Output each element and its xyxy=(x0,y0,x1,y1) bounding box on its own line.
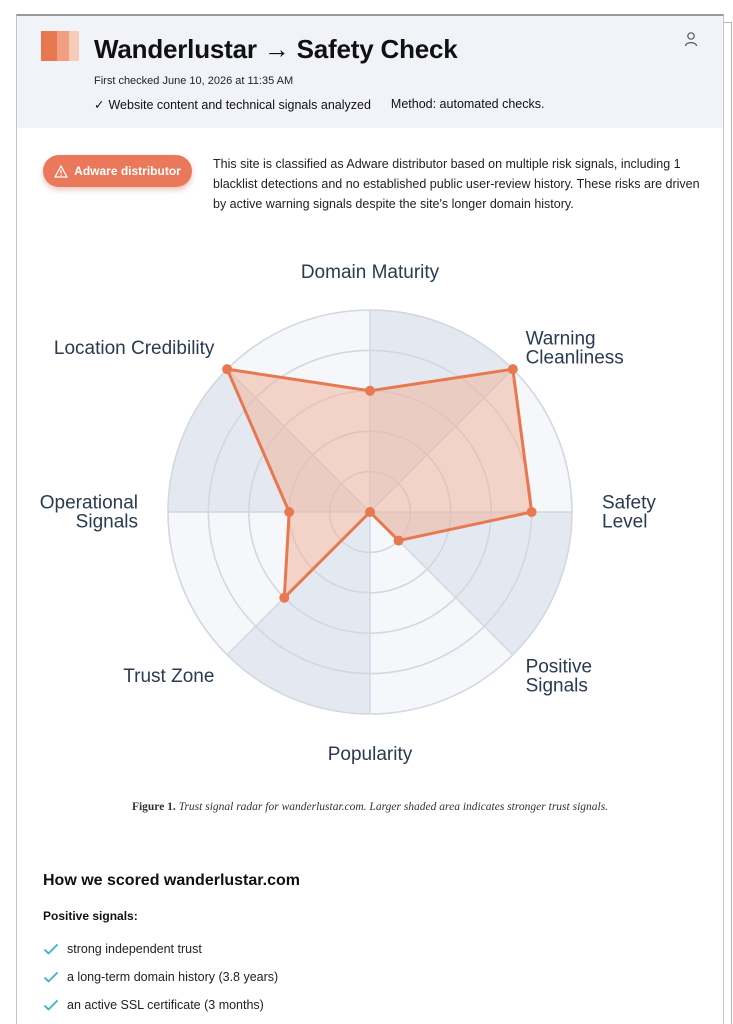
radar-axis-label: Positive Signals xyxy=(525,656,593,697)
radar-point xyxy=(527,507,537,517)
checkmark-icon xyxy=(43,971,59,983)
check-icon: ✓ xyxy=(94,98,105,112)
radar-axis-label: Trust Zone xyxy=(123,666,215,688)
radar-point xyxy=(284,507,294,517)
radar-axis-label: Warning Cleanliness xyxy=(525,328,624,369)
positive-signals-label: Positive signals: xyxy=(43,909,138,923)
radar-point xyxy=(394,536,404,546)
signal-text: a long-term domain history (3.8 years) xyxy=(67,970,279,984)
signal-text: strong independent trust xyxy=(67,942,202,956)
positive-signals-list xyxy=(43,935,278,1019)
list-item xyxy=(43,991,278,1019)
list-item xyxy=(43,963,278,991)
radar-axis-label: Popularity xyxy=(327,744,413,765)
method-note: Method: automated checks. xyxy=(390,97,545,111)
figure-caption xyxy=(17,801,723,813)
checkmark-icon xyxy=(43,999,59,1011)
risk-summary: This site is classified as Adware distributor based on multiple risk signals, including 1 blacklist detections and no established public user-review history. These risks are driven by active warning signals despite the site's longer domain history. xyxy=(213,157,700,211)
analyzed-text: Website content and technical signals analyzed xyxy=(108,98,371,112)
frame-shadow xyxy=(724,22,732,1024)
radar-point xyxy=(508,364,518,374)
first-checked-timestamp: First checked June 10, 2026 at 11:35 AM xyxy=(94,75,294,87)
trust-radar-chart xyxy=(17,246,723,786)
user-icon[interactable] xyxy=(683,31,699,49)
badge-label: Adware distributor xyxy=(74,164,181,178)
radar-axis-label: Safety Level xyxy=(602,492,656,533)
classification-badge[interactable] xyxy=(43,155,192,187)
list-item xyxy=(43,935,278,963)
radar-point xyxy=(365,386,375,396)
figure-text: Trust signal radar for wanderlustar.com. Larger shaded area indicates stronger trust signals. xyxy=(178,801,609,813)
radar-axis-label: Operational Signals xyxy=(39,492,138,533)
figure-label: Figure 1. xyxy=(131,801,176,813)
report-card xyxy=(16,14,724,1024)
site-logo xyxy=(41,31,79,61)
analysis-meta xyxy=(94,97,544,112)
radar-axis-label: Location Credibility xyxy=(53,337,215,359)
radar-axis-label: Domain Maturity xyxy=(300,262,440,283)
report-header xyxy=(17,16,723,128)
page-title: Wanderlustar → Safety Check xyxy=(94,34,458,64)
scoring-title: How we scored wanderlustar.com xyxy=(43,872,300,889)
warning-icon xyxy=(54,165,68,178)
signal-text: an active SSL certificate (3 months) xyxy=(67,998,264,1012)
radar-point xyxy=(365,507,375,517)
radar-point xyxy=(222,364,232,374)
analyzed-note xyxy=(94,97,371,112)
checkmark-icon xyxy=(43,943,59,955)
radar-point xyxy=(279,593,289,603)
